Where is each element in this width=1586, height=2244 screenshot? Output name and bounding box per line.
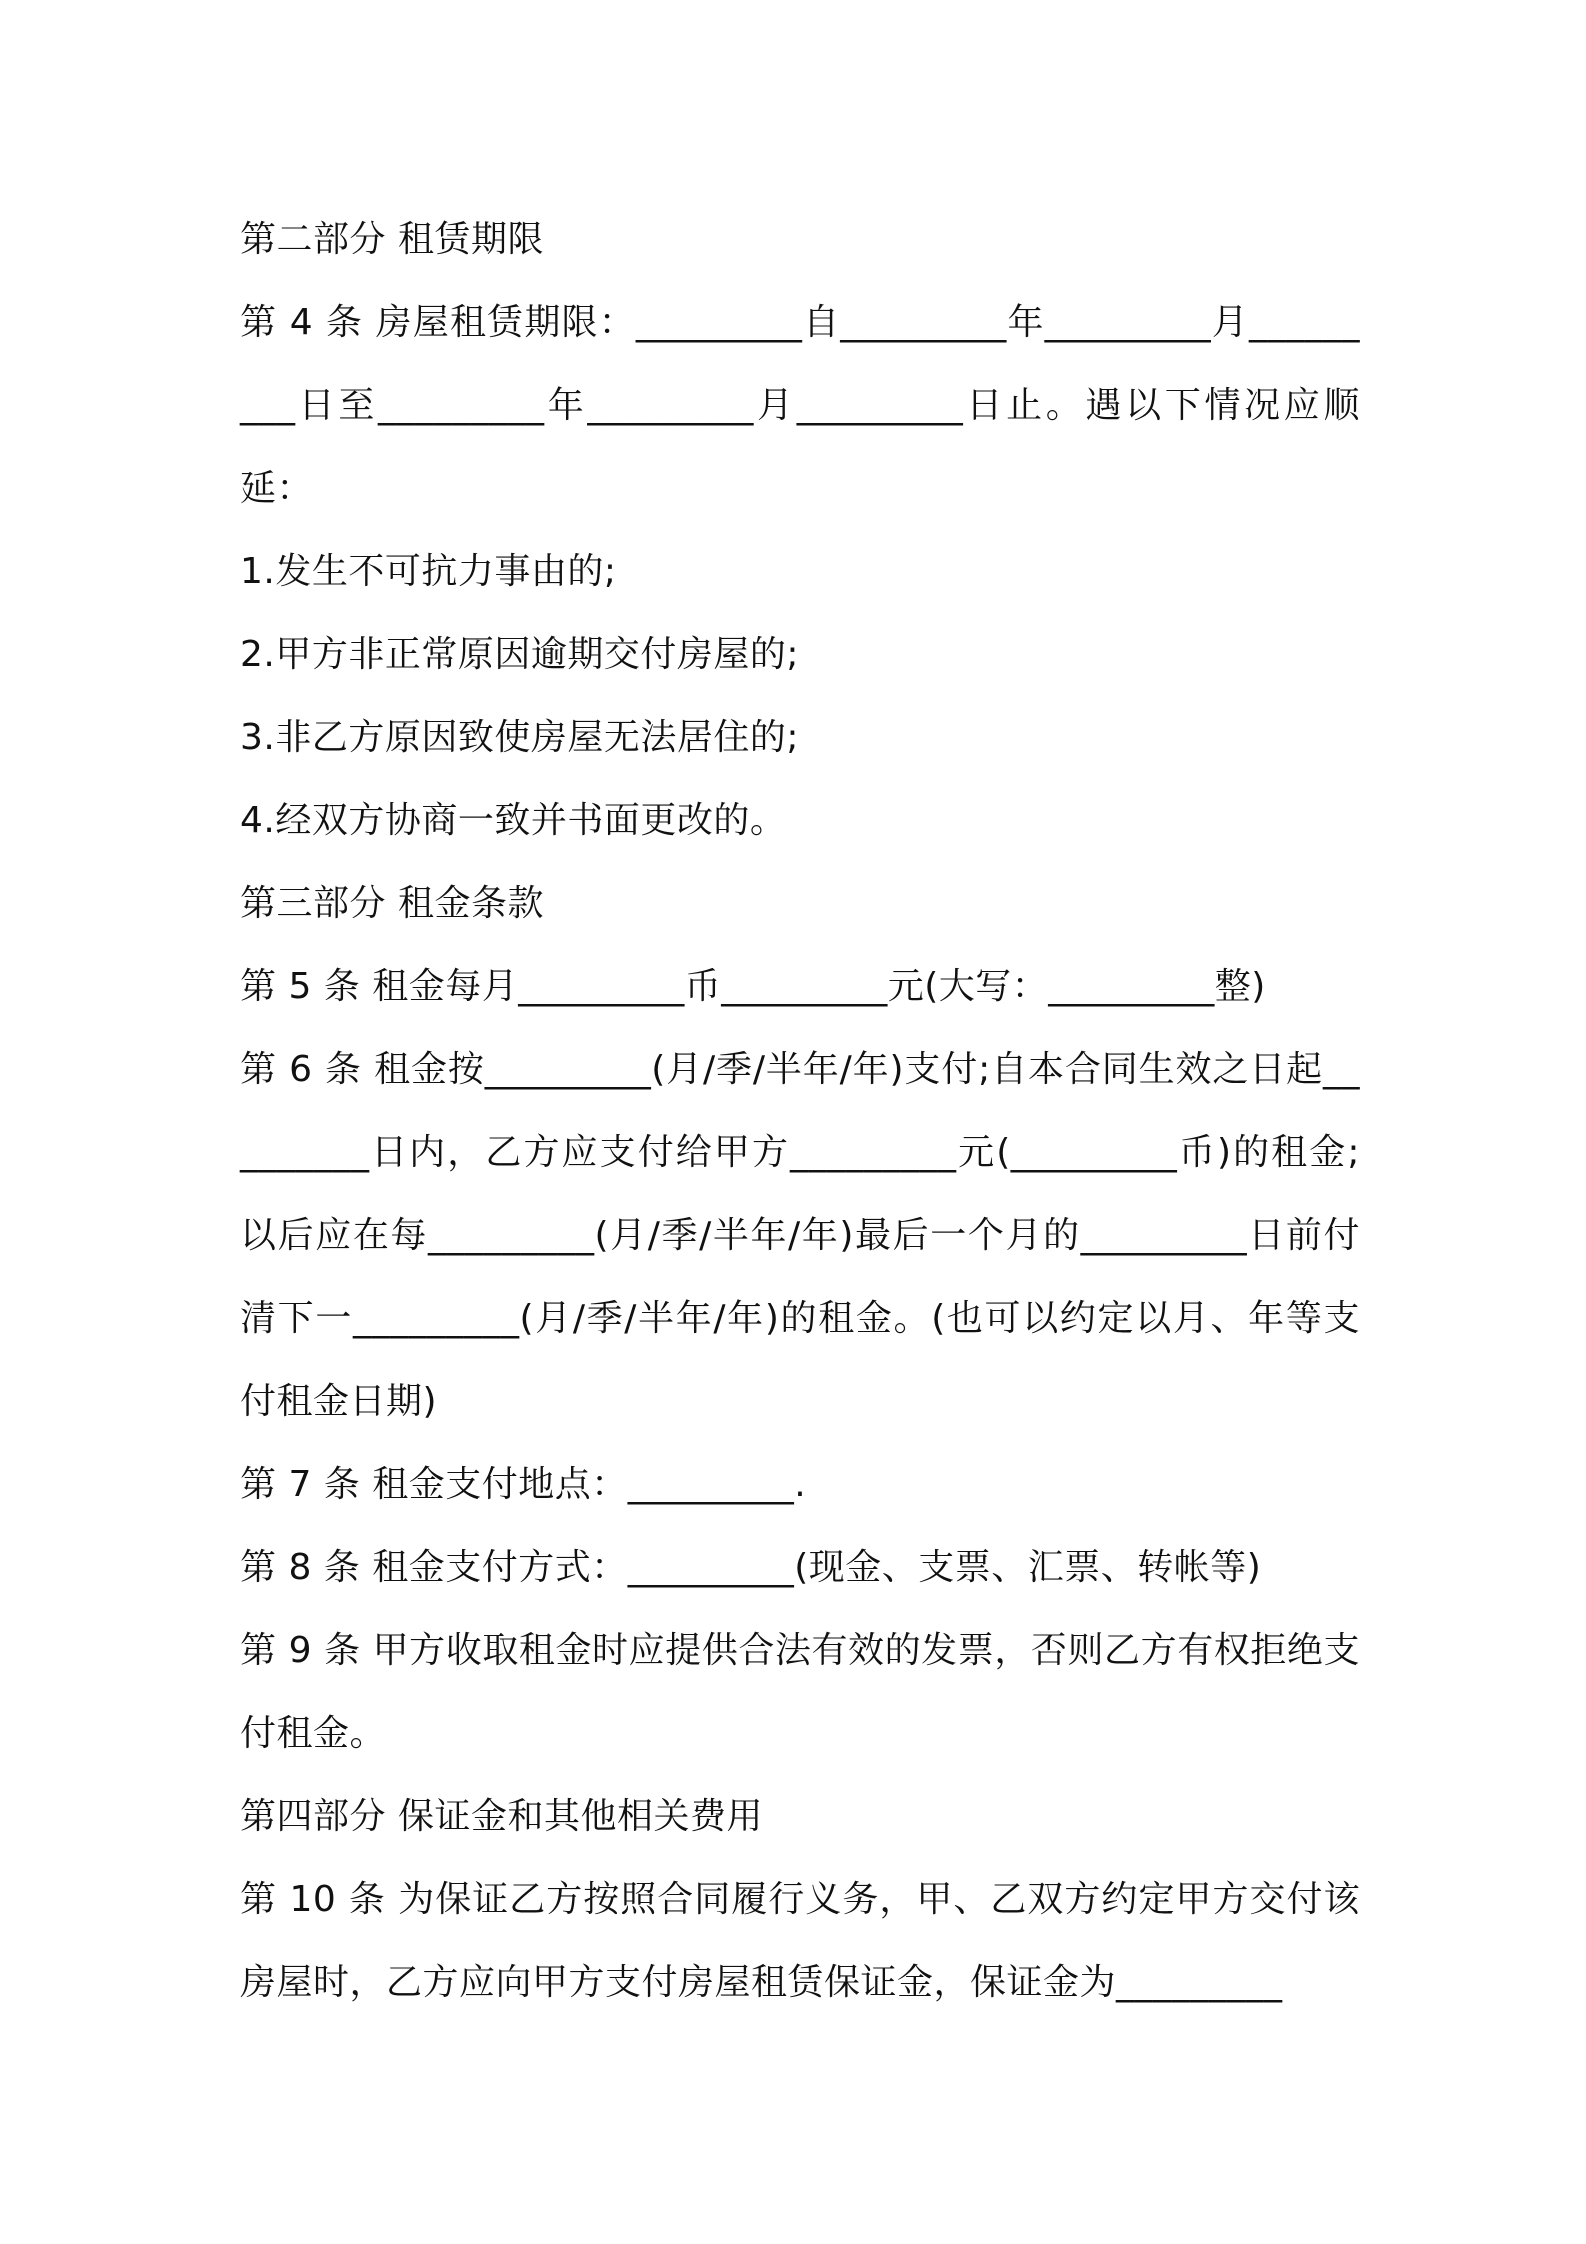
section-heading-part-3: 第三部分 租金条款: [240, 883, 544, 924]
article-10-deposit: 第 10 条 为保证乙方按照合同履行义务，甲、乙双方约定甲方交付该房屋时，乙方应向甲方支付房屋租赁保证金，保证金为_________: [240, 1879, 1360, 2003]
extension-condition-1: 1.发生不可抗力事由的;: [240, 551, 617, 592]
section-heading-part-4: 第四部分 保证金和其他相关费用: [240, 1796, 763, 1837]
extension-condition-3: 3.非乙方原因致使房屋无法居住的;: [240, 717, 799, 758]
article-9-invoice: 第 9 条 甲方收取租金时应提供合法有效的发票，否则乙方有权拒绝支付租金。: [240, 1630, 1360, 1754]
article-7-payment-location: 第 7 条 租金支付地点：_________.: [240, 1464, 807, 1505]
extension-condition-4: 4.经双方协商一致并书面更改的。: [240, 800, 787, 841]
article-8-payment-method: 第 8 条 租金支付方式：_________(现金、支票、汇票、转帐等): [240, 1547, 1262, 1588]
article-6-payment-schedule: 第 6 条 租金按_________(月/季/半年/年)支付;自本合同生效之日起_________日内，乙方应支付给甲方_________元(_________币)的租金;以后应在每_________(月/季/半年/年)最后一个月的_________日前付清下一_________(月/季/半年/年)的租金。(也可以约定以月、年等支付租金日期): [240, 1049, 1360, 1422]
article-4-lease-term: 第 4 条 房屋租赁期限：_________自_________年_________月_________日至_________年_________月_________日止。遇以下情况应顺延：: [240, 302, 1360, 509]
document-body: [240, 198, 1360, 2024]
section-heading-part-2: 第二部分 租赁期限: [240, 219, 544, 260]
extension-condition-2: 2.甲方非正常原因逾期交付房屋的;: [240, 634, 799, 675]
article-5-monthly-rent: 第 5 条 租金每月_________币_________元(大写：_________整): [240, 966, 1266, 1007]
